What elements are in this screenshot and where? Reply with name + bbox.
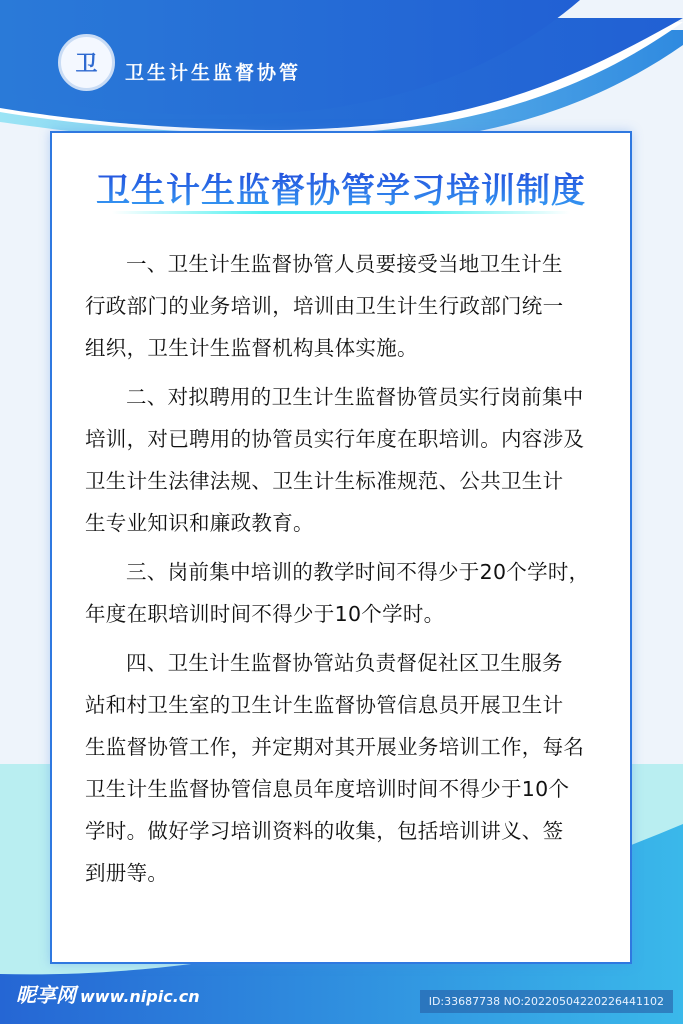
text-line: 卫生计生法律法规、卫生计生标准规范、公共卫生计 bbox=[85, 469, 564, 493]
org-name: 卫生计生监督协管 bbox=[125, 62, 302, 84]
text-line: 一、卫生计生监督协管人员要接受当地卫生计生 bbox=[126, 252, 563, 276]
health-inspection-logo bbox=[58, 34, 115, 91]
text-line: 组织，卫生计生监督机构具体实施。 bbox=[85, 336, 418, 360]
text-line: 生监督协管工作，并定期对其开展业务培训工作，每名 bbox=[85, 735, 585, 759]
text-line: 生专业知识和廉政教育。 bbox=[85, 511, 314, 535]
text-line: 学时。做好学习培训资料的收集，包括培训讲义、签 bbox=[85, 819, 564, 843]
text-line: 站和村卫生室的卫生计生监督协管信息员开展卫生计 bbox=[85, 693, 564, 717]
policy-body bbox=[85, 243, 605, 901]
paragraph bbox=[85, 642, 605, 894]
page-title: 卫生计生监督协管学习培训制度 bbox=[52, 163, 630, 212]
text-line: 四、卫生计生监督协管站负责督促社区卫生服务 bbox=[126, 651, 563, 675]
text-line: 二、对拟聘用的卫生计生监督协管员实行岗前集中 bbox=[126, 385, 584, 409]
title-underline bbox=[112, 211, 570, 214]
watermark bbox=[16, 979, 200, 1008]
policy-card bbox=[50, 131, 632, 964]
watermark-url: www.nipic.cn bbox=[80, 987, 200, 1006]
text-line: 三、岗前集中培训的教学时间不得少于20个学时， bbox=[126, 560, 590, 584]
text-line: 行政部门的业务培训，培训由卫生计生行政部门统一 bbox=[85, 294, 564, 318]
logo-emblem: 卫 bbox=[75, 52, 98, 77]
text-line: 到册等。 bbox=[85, 861, 169, 885]
paragraph bbox=[85, 376, 605, 544]
text-line: 卫生计生监督协管信息员年度培训时间不得少于10个 bbox=[85, 777, 570, 801]
image-id: ID:33687738 NO:20220504220226441102 bbox=[420, 990, 673, 1013]
text-line: 培训，对已聘用的协管员实行年度在职培训。内容涉及 bbox=[85, 427, 585, 451]
paragraph bbox=[85, 551, 605, 635]
paragraph bbox=[85, 243, 605, 369]
text-line: 年度在职培训时间不得少于10个学时。 bbox=[85, 602, 445, 626]
watermark-logo: 昵享网 bbox=[16, 983, 76, 1007]
